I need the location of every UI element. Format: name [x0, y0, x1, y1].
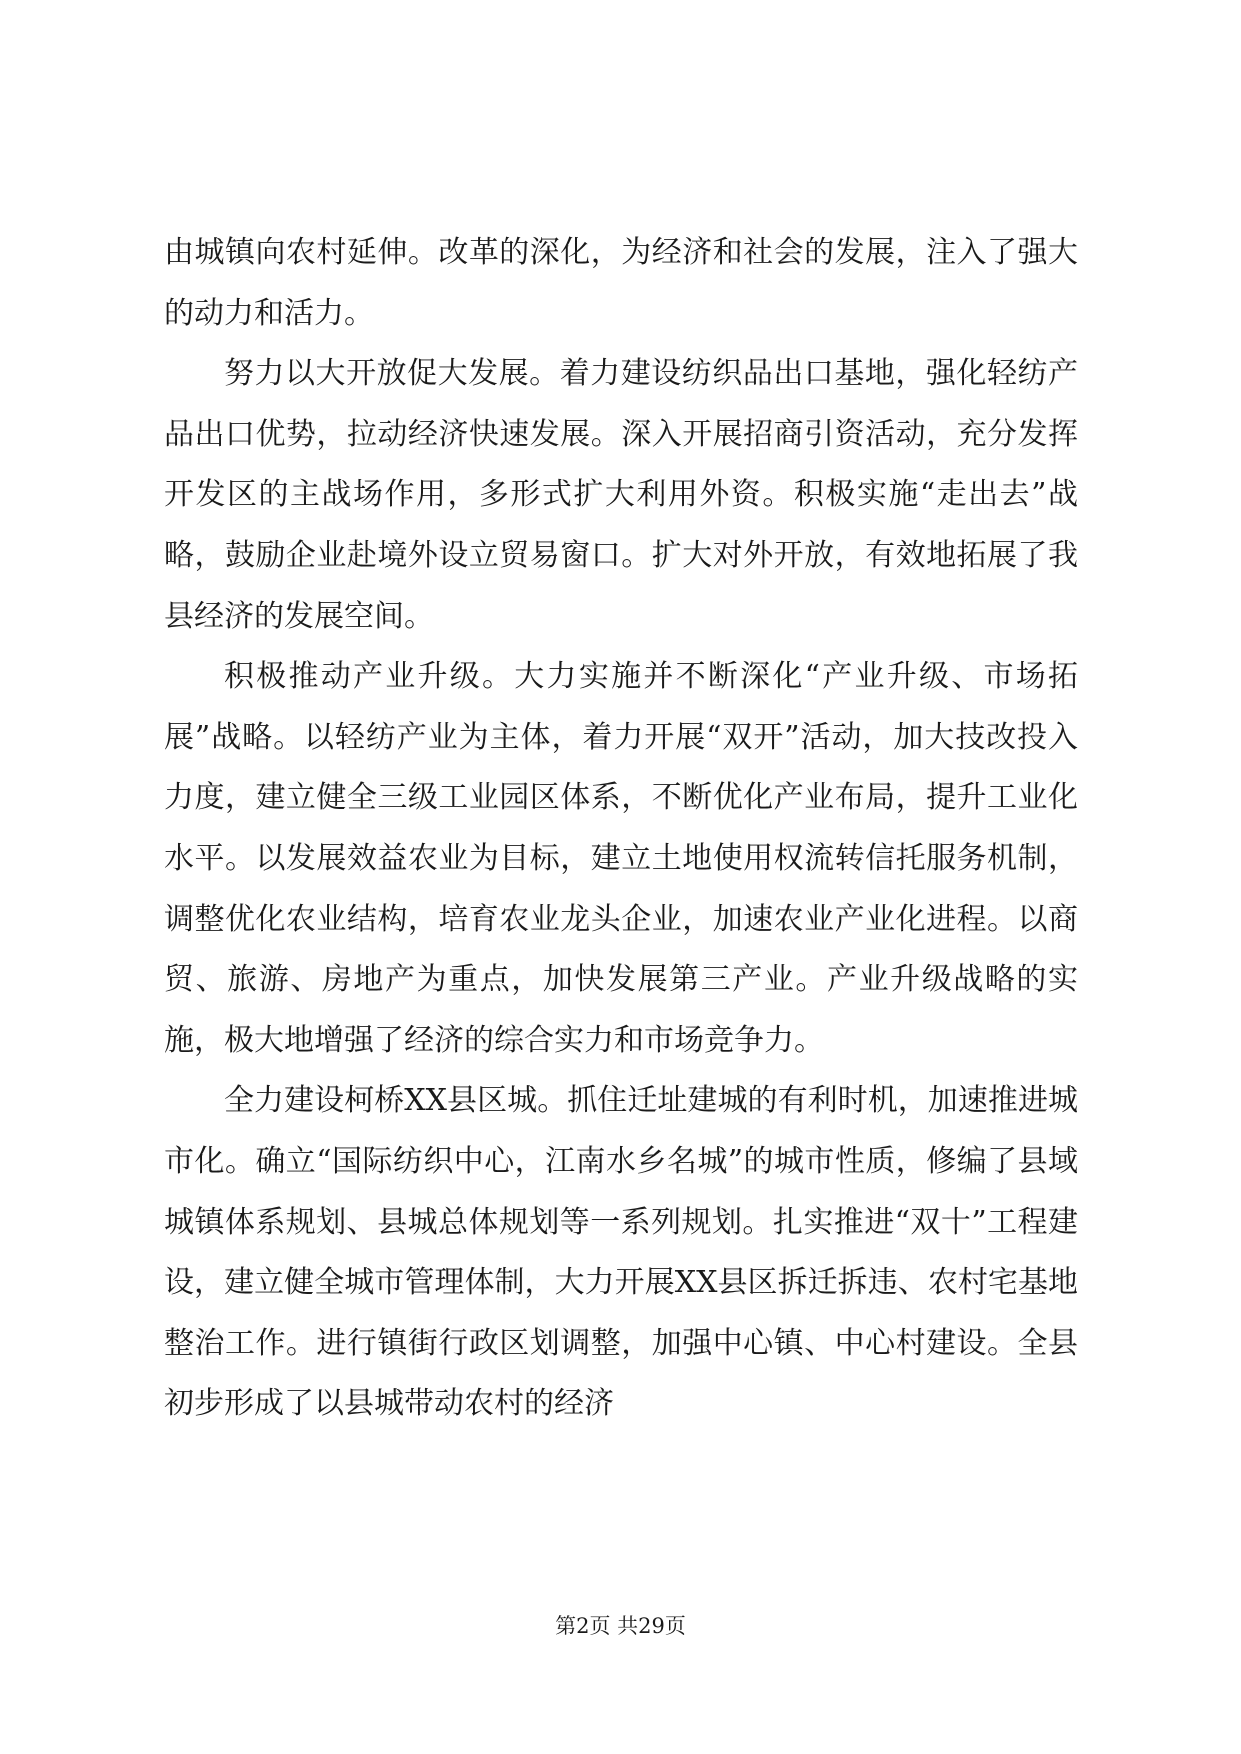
paragraph-city-building: 全力建设柯桥XX县区城。抓住迁址建城的有利时机，加速推进城市化。确立“国际纺织中心，江南水乡名城”的城市性质，修编了县域城镇体系规划、县城总体规划等一系列规划。扎实推进“双十”工程建设，建立健全城市管理体制，大力开展XX县区拆迁拆违、农村宅基地整治工作。进行镇街行政区划调整，加强中心镇、中心村建设。全县初步形成了以县城带动农村的经济: [164, 1083, 1078, 1422]
paragraph-industry-upgrade: 积极推动产业升级。大力实施并不断深化“产业升级、市场拓展”战略。以轻纺产业为主体，着力开展“双开”活动，加大技改投入力度，建立健全三级工业园区体系，不断优化产业布局，提升工业化水平。以发展效益农业为目标，建立土地使用权流转信托服务机制，调整优化农业结构，培育农业龙头企业，加速农业产业化进程。以商贸、旅游、房地产为重点，加快发展第三产业。产业升级战略的实施，极大地增强了经济的综合实力和市场竞争力。: [164, 659, 1078, 1058]
body-text: [164, 223, 1078, 1435]
page-footer: 第2页 共29页: [555, 1614, 686, 1638]
paragraph-opening-up: 努力以大开放促大发展。着力建设纺织品出口基地，强化轻纺产品出口优势，拉动经济快速发展。深入开展招商引资活动，充分发挥开发区的主战场作用，多形式扩大利用外资。积极实施“走出去”战略，鼓励企业赴境外设立贸易窗口。扩大对外开放，有效地拓展了我县经济的发展空间。: [164, 356, 1078, 634]
paragraph-reform-continued: 由城镇向农村延伸。改革的深化，为经济和社会的发展，注入了强大的动力和活力。: [164, 235, 1078, 331]
